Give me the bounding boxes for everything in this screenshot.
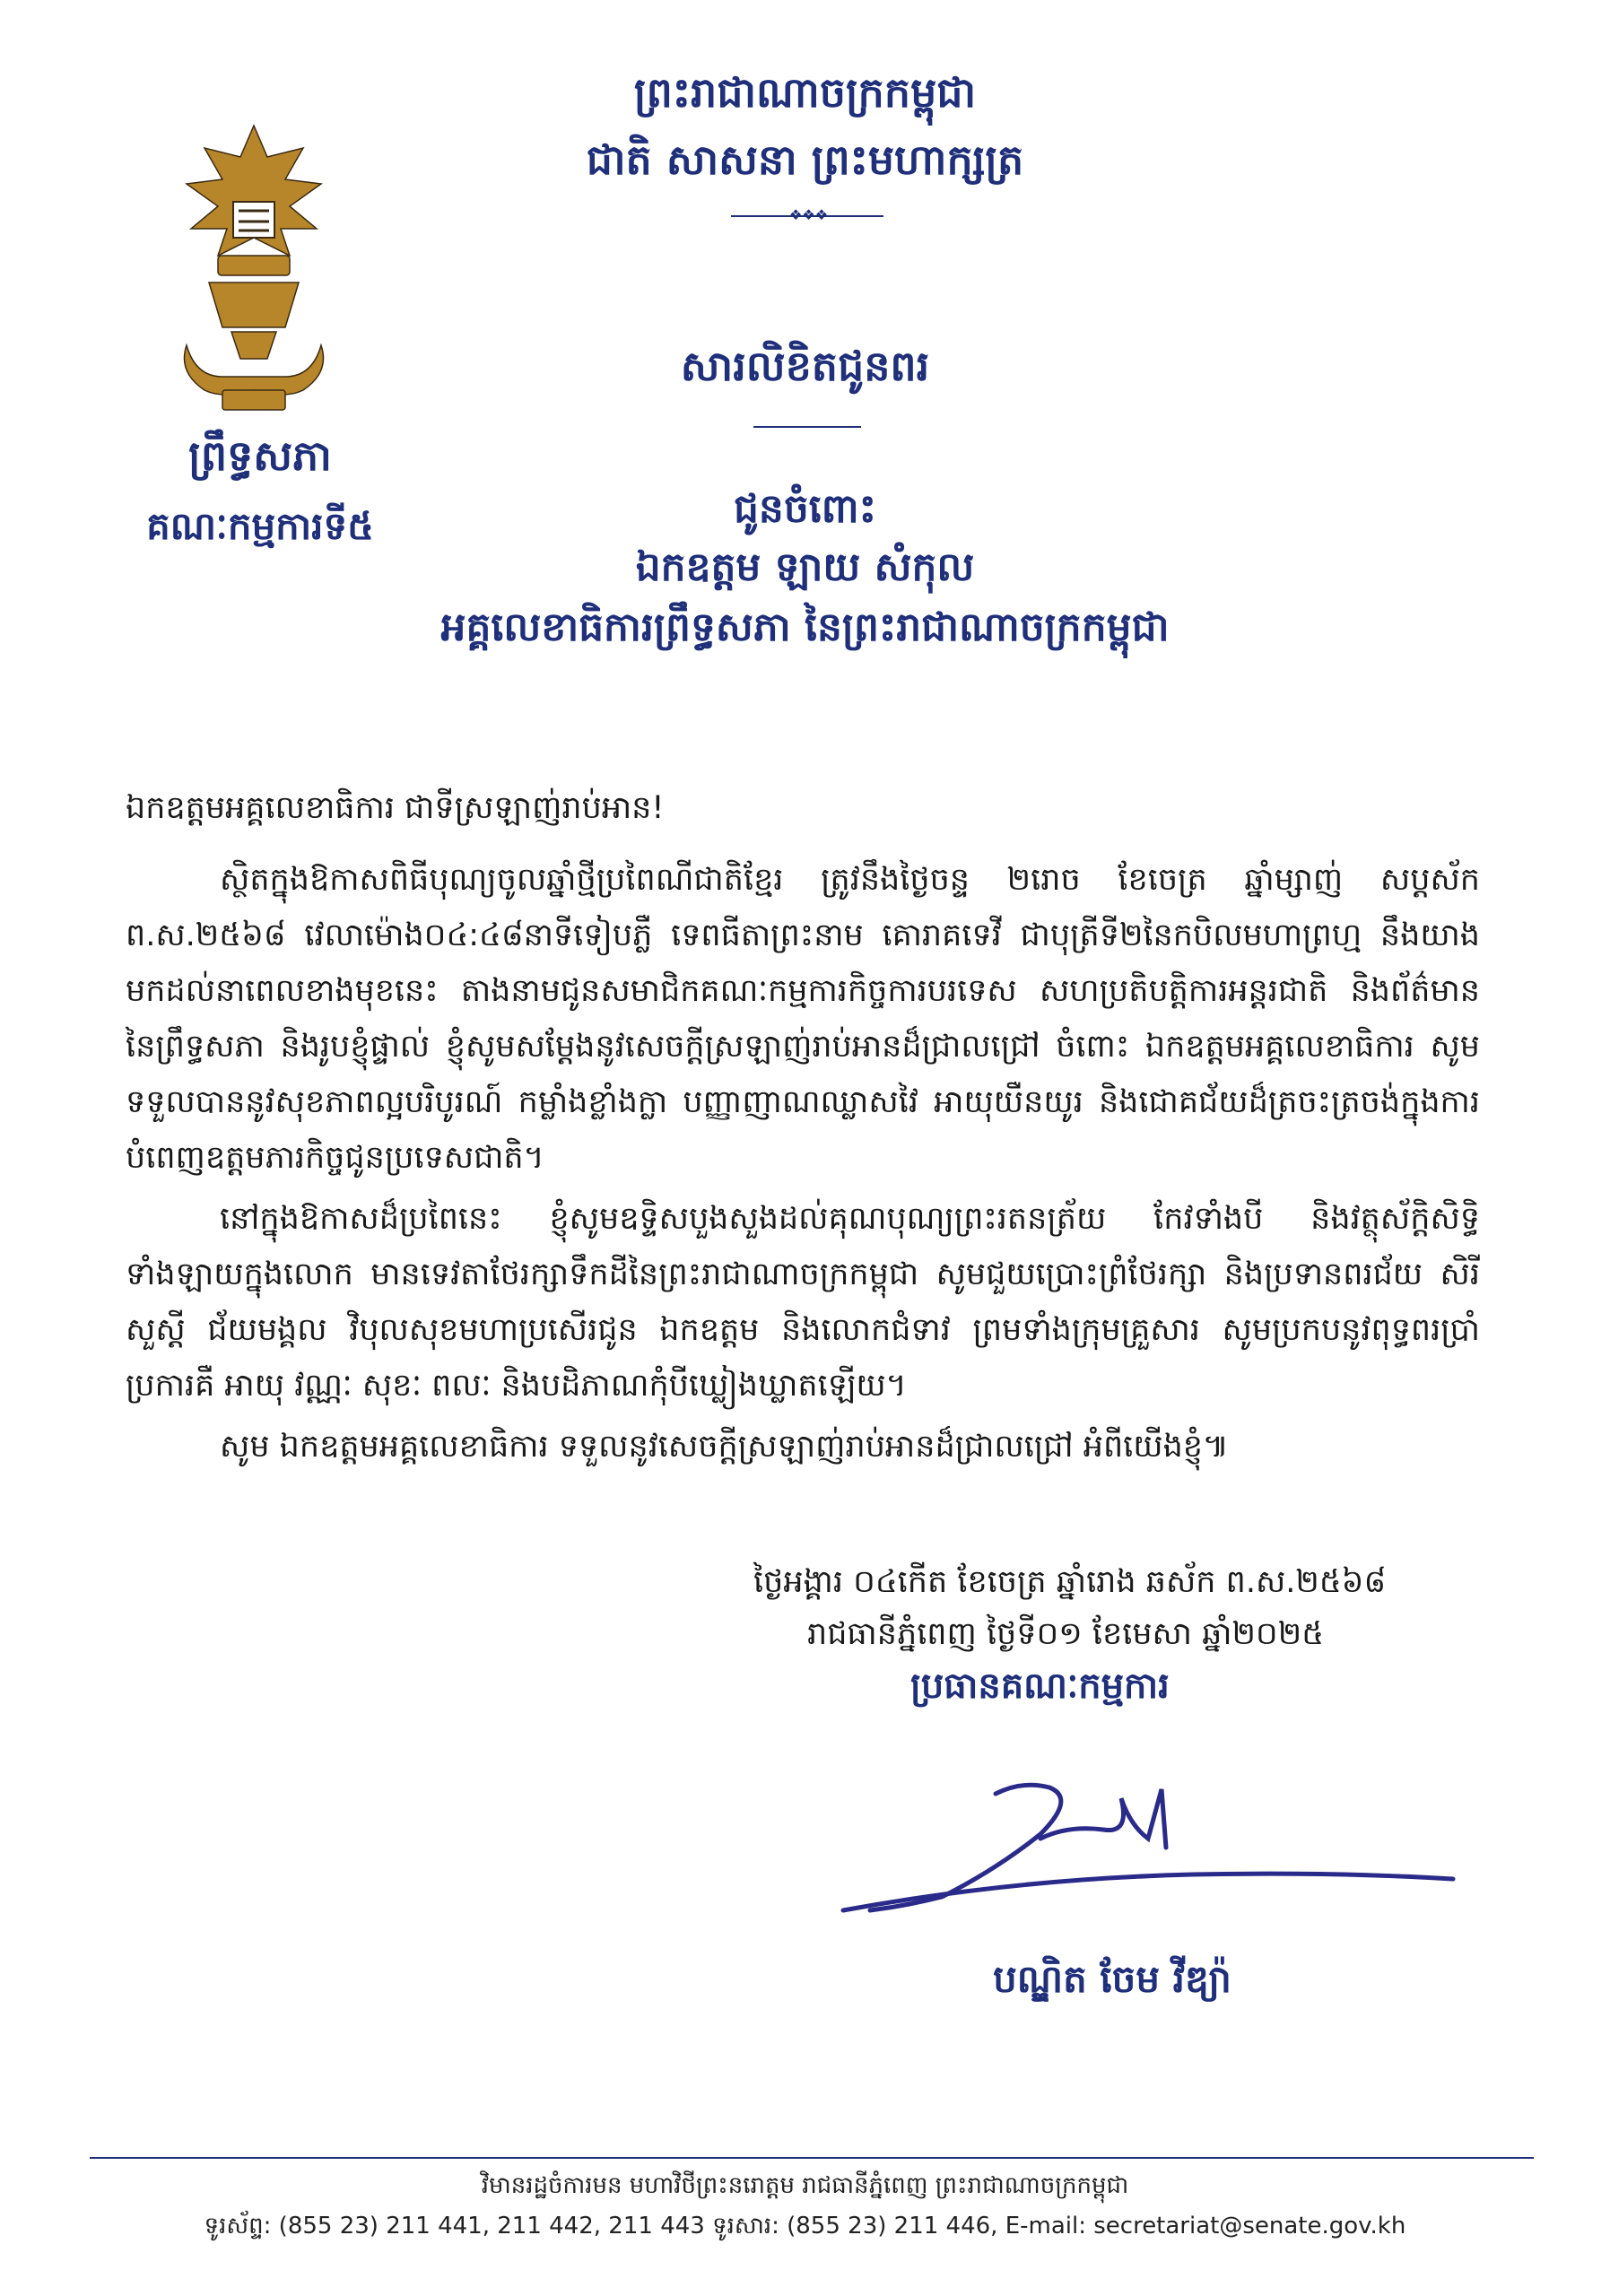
date-block: [753, 1556, 1471, 1712]
footer-contact: ទូរស័ព្ទ: (855 23) 211 441, 211 442, 211 443 ទូរសារ: (855 23) 211 446, E-mail: secretariat@senate.gov.kh: [204, 2213, 1406, 2239]
signatory-name: បណ្ឌិត ចែម វីឌ្យ៉ា: [993, 1957, 1231, 2001]
signature-icon: [834, 1762, 1462, 1915]
paragraph-2: នៅក្នុងឱកាសដ៏ប្រពៃនេះ ខ្ញុំសូមឧទ្ទិសបួងសួងដល់គុណបុណ្យព្រះរតនត្រ័យ កែវទាំងបី និងវត្ថុស័ក្តិសិទ្ធិទាំងឡាយក្នុងលោក មានទេវតាថែរក្សាទឹកដីនៃព្រះរាជាណាចក្រកម្ពុជា សូមជួយប្រោះព្រំថែរក្សា និងប្រទានពរជ័យ សិរីសួស្តី ជ័យមង្គល វិបុលសុខមហាប្រសើរជូន ឯកឧត្តម និងលោកជំទាវ ព្រមទាំងក្រុមគ្រួសារ សូមប្រកបនូវពុទ្ធពរប្រាំប្រការគឺ អាយុ វណ្ណៈ សុខៈ ពលៈ និងបដិភាណកុំបីឃ្លៀងឃ្លាតឡើយ។: [126, 1201, 1480, 1404]
letter-title: សារលិខិតជូនពរ: [680, 342, 930, 390]
footer-divider: [90, 2157, 1534, 2159]
divider-ornament-icon: ❖❖❖: [789, 206, 829, 223]
recipient-position: អគ្គលេខាធិការព្រឹទ្ធសភា នៃព្រះរាជាណាចក្រកម្ពុជា: [440, 604, 1170, 650]
to-label: ជូនចំពោះ: [734, 486, 876, 532]
salutation: ឯកឧត្តមអគ្គលេខាធិការ ជាទីស្រឡាញ់រាប់អាន!: [126, 790, 665, 826]
letter-body: [126, 780, 1480, 1480]
title-divider: [753, 426, 861, 428]
footer-address: វិមានរដ្ឋចំការមន មហាវិថីព្រះនរោត្តម រាជធានីភ្នំពេញ ព្រះរាជាណាចក្រកម្ពុជា: [481, 2172, 1129, 2199]
kingdom-heading: ព្រះរាជាណាចក្រកម្ពុជា: [633, 68, 977, 117]
closing-paragraph: សូម ឯកឧត្តមអគ្គលេខាធិការ ទទួលនូវសេចក្តីស្រឡាញ់រាប់អានដ៏ជ្រាលជ្រៅ អំពីយើងខ្ញុំ៕: [220, 1429, 1230, 1465]
recipient-name: ឯកឧត្តម ឡាយ សំកុល: [635, 544, 975, 590]
solar-date: រាជធានីភ្នំពេញ ថ្ងៃទី០១ ខែមេសា ឆ្នាំ២០២៥: [807, 1616, 1324, 1652]
lunar-date: ថ្ងៃអង្គារ ០៤កើត ខែចេត្រ ឆ្នាំរោង ឆស័ក ព.ស.២៥៦៨: [753, 1564, 1387, 1600]
signatory-title: ប្រធានគណៈកម្មការ: [910, 1665, 1170, 1707]
national-motto: ជាតិ សាសនា ព្រះមហាក្សត្រ: [586, 135, 1024, 184]
committee-name: គណៈកម្មការទី៥: [146, 504, 374, 548]
paragraph-1: ស្ថិតក្នុងឱកាសពិធីបុណ្យចូលឆ្នាំថ្មីប្រពៃណីជាតិខ្មែរ ត្រូវនឹងថ្ងៃចន្ទ ២រោច ខែចេត្រ ឆ្នាំម្សាញ់ សប្តស័ក ព.ស.២៥៦៨ វេលាម៉ោង០៤:៤៨នាទីទៀបភ្លឺ ទេពធីតាព្រះនាម គោរាគទេវី ជាបុត្រីទី២នៃកបិលមហាព្រហ្ម នឹងយាងមកដល់នាពេលខាងមុខនេះ តាងនាមជូនសមាជិកគណៈកម្មការកិច្ចការបរទេស សហប្រតិបត្តិការអន្តរជាតិ និងព័ត៌មាន នៃព្រឹទ្ធសភា និងរូបខ្ញុំផ្ទាល់ ខ្ញុំសូមសម្តែងនូវសេចក្តីស្រឡាញ់រាប់អានដ៏ជ្រាលជ្រៅ ចំពោះ ឯកឧត្តមអគ្គលេខាធិការ សូមទទួលបាននូវសុខភាពល្អបរិបូរណ៍ កម្លាំងខ្លាំងក្លា បញ្ញាញាណឈ្លាសវៃ អាយុយឺនយូរ និងជោគជ័យដ៏ត្រចះត្រចង់ក្នុងការបំពេញឧត្តមភារកិច្ចជូនប្រទេសជាតិ។: [126, 862, 1480, 1176]
institution-name: ព្រឹទ្ធសភា: [188, 431, 332, 480]
